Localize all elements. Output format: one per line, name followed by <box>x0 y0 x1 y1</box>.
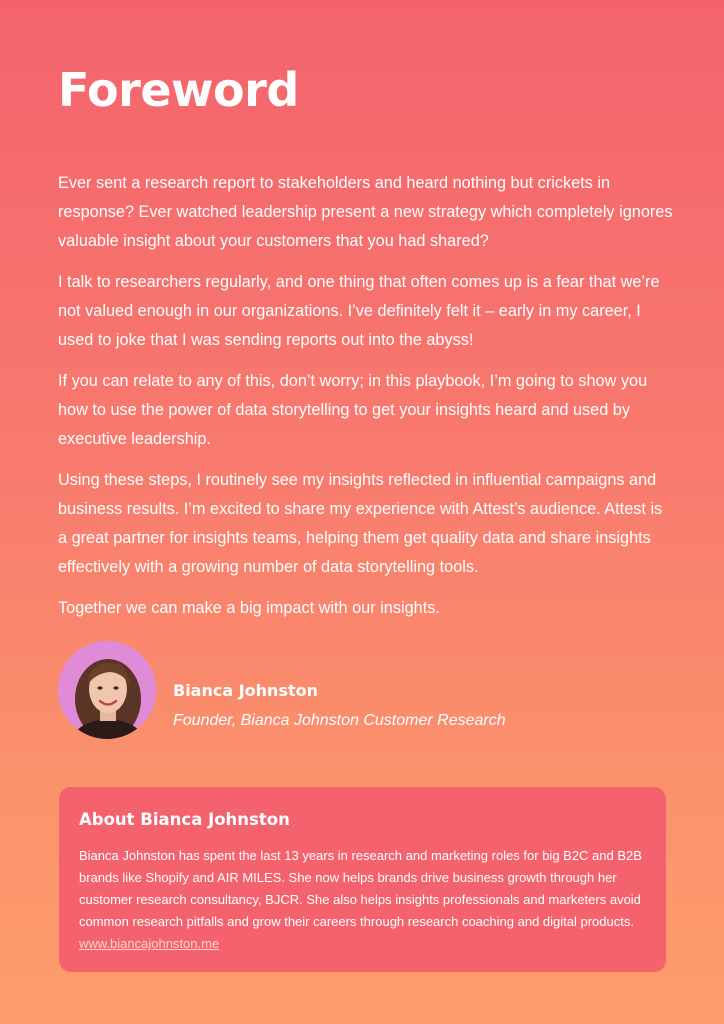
page-title: Foreword <box>58 63 299 117</box>
about-text <box>79 845 646 955</box>
author-role: Founder, Bianca Johnston Customer Research <box>173 712 506 729</box>
about-title: About Bianca Johnston <box>79 810 290 829</box>
paragraph: Together we can make a big impact with our insights. <box>58 599 440 617</box>
about-box <box>59 787 666 972</box>
paragraph: Ever sent a research report to stakeholders and heard nothing but crickets in response? Ever watched leadership present a new strategy which completely ignores valuable insight about your customers that you had shared? <box>58 174 673 250</box>
website-link[interactable]: www.biancajohnston.me <box>79 936 220 951</box>
paragraph: If you can relate to any of this, don’t worry; in this playbook, I’m going to show you how to use the power of data storytelling to get your insights heard and used by executive leadership. <box>58 372 648 448</box>
author-portrait <box>58 641 156 739</box>
author-block <box>58 641 673 741</box>
paragraph: I talk to researchers regularly, and one thing that often comes up is a fear that we’re not valued enough in our organizations. I’ve definitely felt it – early in my career, I used to joke that I was sending reports out into the abyss! <box>58 273 660 349</box>
paragraph: Using these steps, I routinely see my insights reflected in influential campaigns and business results. I’m excited to share my experience with Attest’s audience. Attest is a great partner for insights teams, helping them get quality data and share insights effectively with a growing number of data storytelling tools. <box>58 471 663 576</box>
author-name: Bianca Johnston <box>173 681 318 700</box>
foreword-body <box>58 169 673 635</box>
avatar <box>58 641 156 739</box>
about-description: Bianca Johnston has spent the last 13 years in research and marketing roles for big B2C and B2B brands like Shopify and AIR MILES. She now helps brands drive business growth through her customer research consultancy, BJCR. She also helps insights professionals and marketers avoid common research pitfalls and grow their careers through research coaching and digital products. <box>79 848 642 929</box>
